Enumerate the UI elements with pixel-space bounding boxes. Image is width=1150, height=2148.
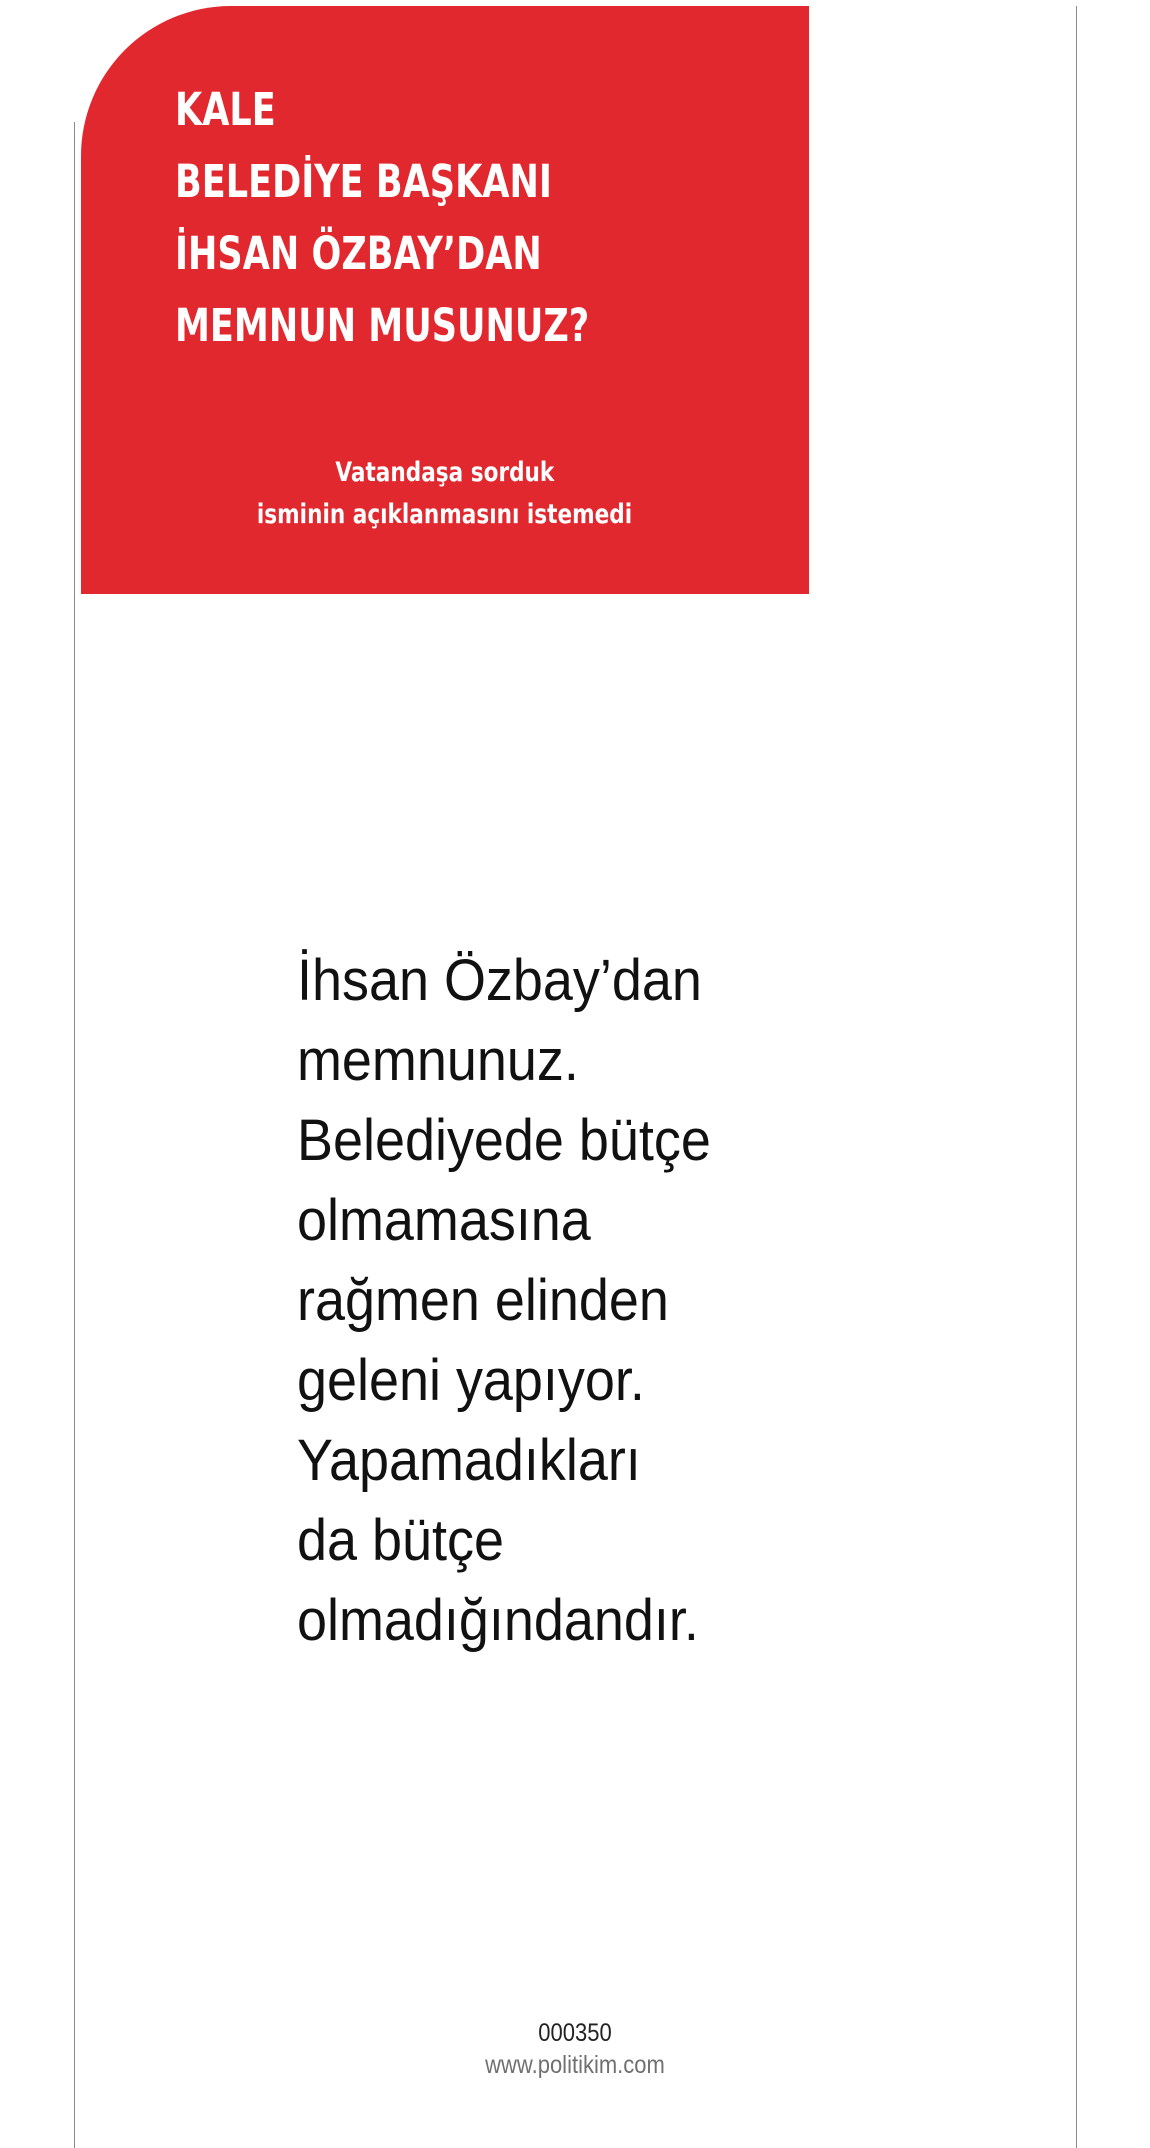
quote-line: geleni yapıyor.: [297, 1348, 645, 1413]
headline-line: MEMNUN MUSUNUZ?: [175, 299, 590, 352]
source-note-line-2: isminin açıklanmasını istemedi: [257, 499, 633, 530]
left-border-line: [74, 122, 75, 2148]
headline-line: BELEDİYE BAŞKANI: [175, 155, 552, 208]
quote-line: olmamasına: [297, 1188, 591, 1253]
quote-line: memnunuz.: [297, 1028, 579, 1093]
quote-line: da bütçe: [297, 1508, 504, 1573]
right-border-line: [1076, 6, 1077, 2148]
quote-line: olmadığındandır.: [297, 1588, 699, 1653]
quote-line: İhsan Özbay’dan: [297, 948, 702, 1013]
quote-line: rağmen elinden: [297, 1268, 669, 1333]
headline-line: İHSAN ÖZBAY’DAN: [175, 227, 542, 280]
source-note: [81, 452, 809, 536]
quote-line: Yapamadıkları: [297, 1428, 641, 1493]
footer: [0, 2017, 1150, 2081]
headline: [175, 74, 589, 362]
headline-line: KALE: [175, 83, 276, 136]
document-code: 000350: [538, 2019, 612, 2047]
quote-line: Belediyede bütçe: [297, 1108, 711, 1173]
website-url: www.politikim.com: [485, 2051, 665, 2079]
source-note-line-1: Vatandaşa sorduk: [335, 457, 555, 488]
citizen-quote: [297, 941, 711, 1661]
